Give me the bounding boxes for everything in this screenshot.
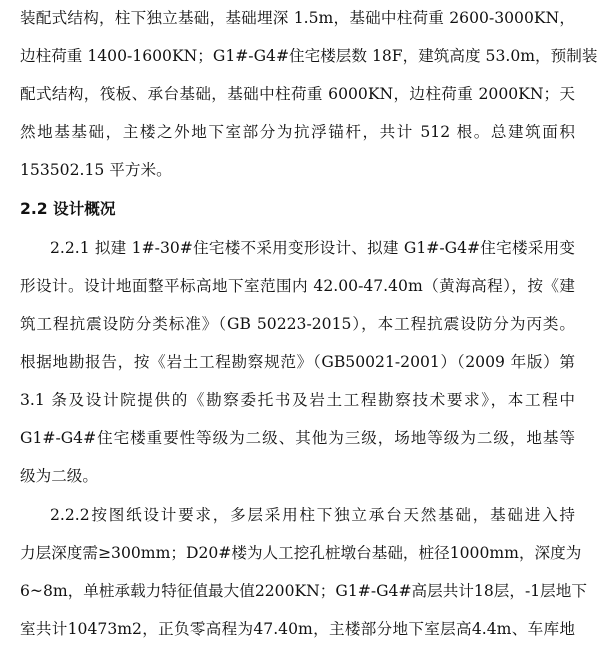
paragraph-2-line-5: 3.1 条及设计院提供的《勘察委托书及岩土工程勘察技术要求》，本工程中 (20, 391, 575, 409)
paragraph-2-line-4: 根据地勘报告，按《岩土工程勘察规范》（GB50021-2001）（2009 年版）第 (20, 353, 575, 371)
paragraph-3-line-2: 力层深度需≥300mm；D20#楼为人工挖孔桩墩台基础，桩径1000mm，深度为 (20, 544, 582, 562)
paragraph-3-line-3: 6~8m，单桩承载力特征值最大值2200KN；G1#-G4#高层共计18层，-1层地下 (20, 582, 587, 600)
paragraph-2-line-6: G1#-G4#住宅楼重要性等级为二级、其他为三级，场地等级为二级，地基等 (20, 429, 575, 447)
paragraph-1-line-5: 153502.15 平方米。 (20, 161, 172, 179)
paragraph-1-line-2: 边柱荷重 1400-1600KN；G1#-G4#住宅楼层数 18F，建筑高度 53.0m，预制装 (20, 47, 598, 65)
paragraph-2-line-2: 形设计。设计地面整平标高地下室范围内 42.00-47.40m（黄海高程），按《建 (20, 277, 575, 295)
paragraph-3-line-1: 2.2.2按图纸设计要求，多层采用柱下独立承台天然基础，基础进入持 (50, 506, 575, 524)
paragraph-1-line-4: 然地基基础，主楼之外地下室部分为抗浮锚杆，共计 512 根。总建筑面积 (20, 123, 575, 141)
paragraph-1-line-1: 装配式结构，柱下独立基础，基础埋深 1.5m，基础中柱荷重 2600-3000KN， (20, 9, 575, 27)
section-heading: 2.2 设计概况 (20, 200, 116, 218)
paragraph-2-line-7: 级为二级。 (20, 467, 98, 485)
paragraph-3-line-4: 室共计10473m2，正负零高程为47.40m，主楼部分地下室层高4.4m、车库地 (20, 620, 575, 638)
paragraph-2-line-1: 2.2.1 拟建 1#-30#住宅楼不采用变形设计、拟建 G1#-G4#住宅楼采用变 (50, 239, 575, 257)
paragraph-1-line-3: 配式结构，筏板、承台基础，基础中柱荷重 6000KN，边柱荷重 2000KN；天 (20, 85, 575, 103)
paragraph-2-line-3: 筑工程抗震设防分类标准》（GB 50223-2015），本工程抗震设防分为丙类。 (20, 315, 575, 333)
